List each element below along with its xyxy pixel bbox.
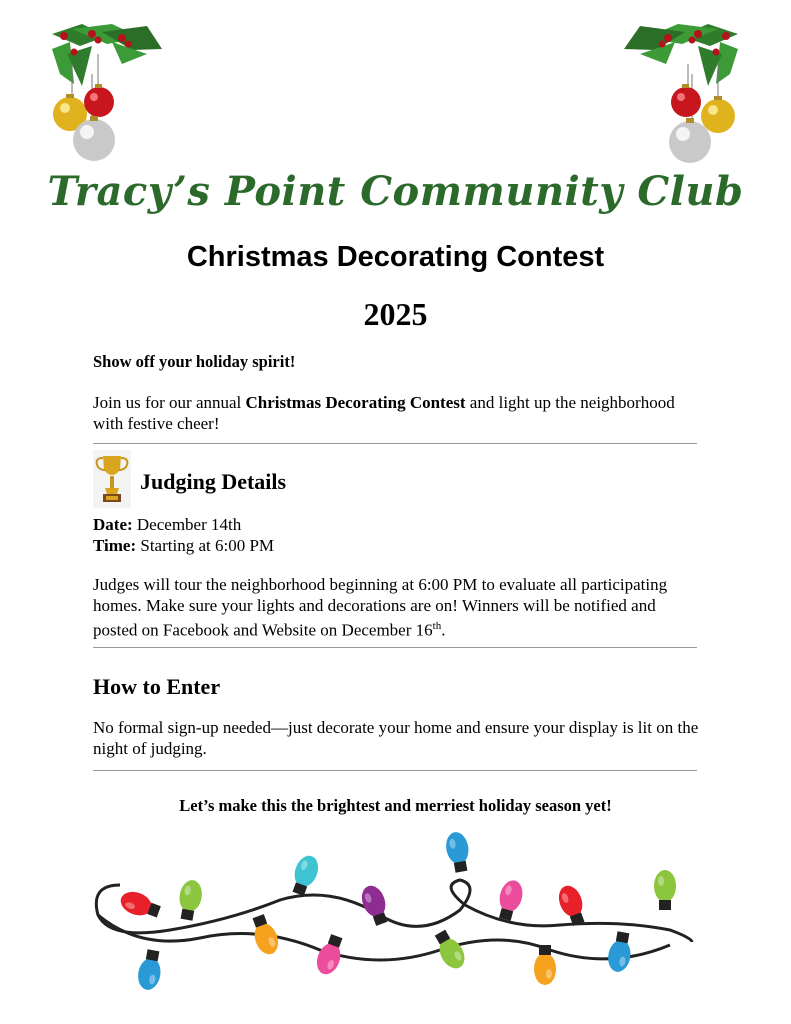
date-line <box>93 514 241 535</box>
date-label: Date: <box>93 515 133 534</box>
closing-message: Let’s make this the brightest and merriest holiday season yet! <box>179 796 612 815</box>
judging-heading: Judging Details <box>140 469 287 494</box>
divider <box>93 647 697 648</box>
contest-year: 2025 <box>363 296 428 332</box>
light-bulb <box>117 888 162 922</box>
divider <box>93 770 697 771</box>
time-label: Time: <box>93 536 137 555</box>
time-line <box>93 535 274 556</box>
ornament-holly-left-icon <box>52 24 164 164</box>
light-bulb <box>555 882 589 927</box>
intro-text-start: Join us for our annual <box>93 393 246 412</box>
divider <box>93 443 697 444</box>
light-bulb <box>176 878 205 921</box>
judging-paragraph <box>93 574 703 641</box>
tagline: Show off your holiday spirit! <box>93 352 296 371</box>
ornament-holly-right-icon <box>620 24 738 164</box>
trophy-icon <box>93 450 131 508</box>
intro-paragraph <box>93 392 693 434</box>
date-suffix: th <box>432 620 442 632</box>
time-value: Starting at 6:00 PM <box>136 536 275 555</box>
club-title: Tracy’s Point Community Club <box>47 168 744 215</box>
how-to-enter-heading: How to Enter <box>93 674 221 699</box>
light-bulb <box>654 870 676 910</box>
christmas-lights-icon <box>80 830 710 1010</box>
date-value: December 14th <box>132 515 242 534</box>
light-bulb <box>606 930 635 973</box>
light-bulb <box>288 852 322 897</box>
how-to-enter-paragraph: No formal sign-up needed—just decorate your home and ensure your display is lit on the night of judging. <box>93 718 699 758</box>
light-bulb <box>494 878 526 922</box>
contest-title: Christmas Decorating Contest <box>186 241 605 273</box>
light-bulb <box>136 948 165 991</box>
judging-text-end: . <box>441 620 446 640</box>
light-bulb <box>444 830 473 873</box>
intro-text-end: and light up the neighborhood with festive cheer! <box>93 393 675 433</box>
judging-text-main: Judges will tour the neighborhood beginning at 6:00 PM to evaluate all participating homes. Make sure your lights and decorations are on! Winners will be notified and posted on Facebook and Website on December 16 <box>93 575 668 640</box>
intro-text-bold: Christmas Decorating Contest <box>245 393 466 412</box>
